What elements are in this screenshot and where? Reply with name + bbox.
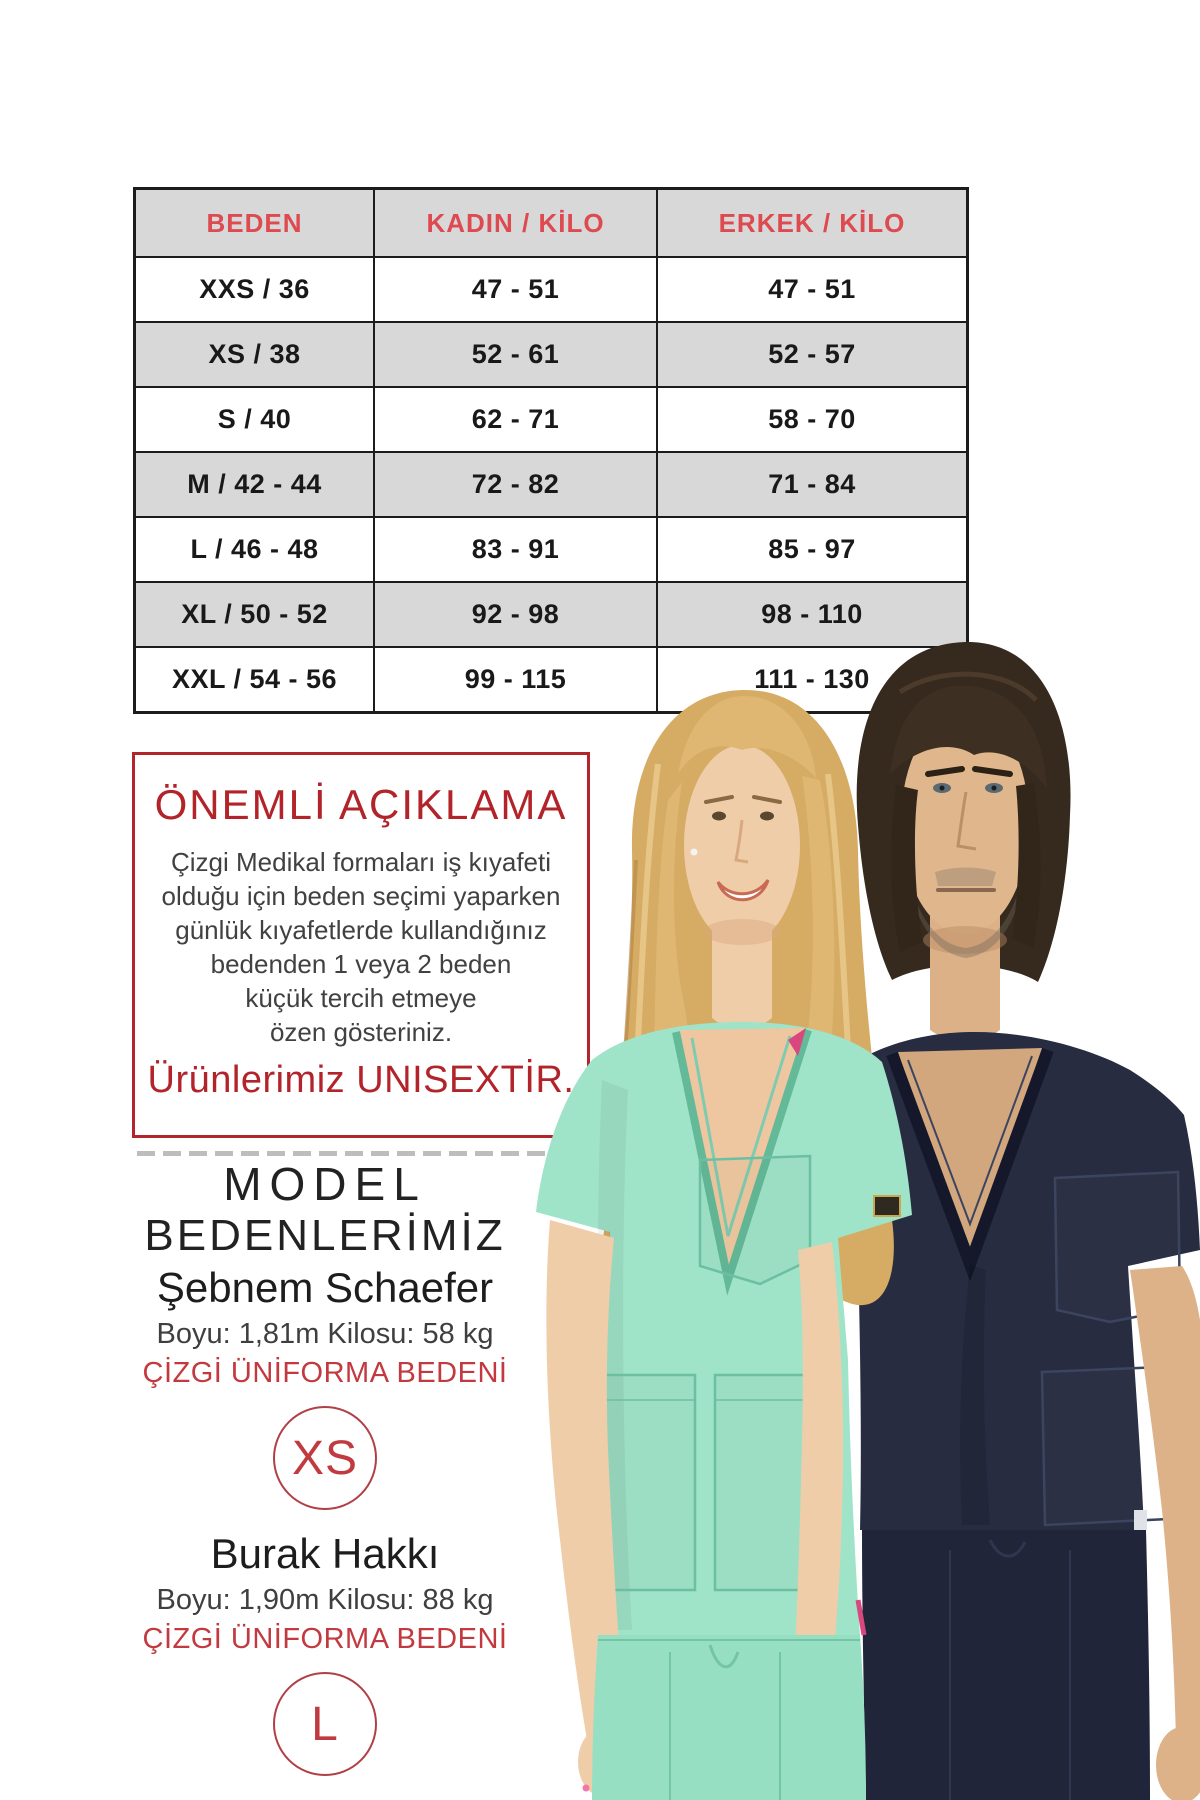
erkek-cell: 58 - 70 <box>656 386 966 451</box>
size-cell: S / 40 <box>136 386 373 451</box>
table-row <box>136 386 966 451</box>
female-model-figure <box>536 690 912 1800</box>
notice-line: özen gösteriniz. <box>269 1017 453 1047</box>
table-header-erkek: ERKEK / KİLO <box>656 190 966 256</box>
male-size-badge <box>273 1672 377 1776</box>
notice-line: Çizgi Medikal formaları iş kıyafeti <box>171 847 551 877</box>
size-cell: XL / 50 - 52 <box>136 581 373 646</box>
erkek-cell: 52 - 57 <box>656 321 966 386</box>
size-cell: L / 46 - 48 <box>136 516 373 581</box>
male-model-stats: Boyu: 1,90m Kilosu: 88 kg <box>156 1584 494 1616</box>
female-model-stats: Boyu: 1,81m Kilosu: 58 kg <box>156 1318 494 1350</box>
unisex-statement: Ürünlerimiz UNISEXTİR. <box>147 1059 575 1101</box>
size-cell: XXS / 36 <box>136 256 373 321</box>
size-cell: M / 42 - 44 <box>136 451 373 516</box>
kadin-cell: 92 - 98 <box>373 581 656 646</box>
male-model-name: Burak Hakkı <box>210 1530 440 1577</box>
notice-line: bedenden 1 veya 2 beden <box>210 949 512 979</box>
kadin-cell: 72 - 82 <box>373 451 656 516</box>
female-size-value: XS <box>291 1431 359 1485</box>
table-row <box>136 256 966 321</box>
table-row <box>136 451 966 516</box>
model-heading-line2: BEDENLERİMİZ <box>144 1211 506 1260</box>
kadin-cell: 47 - 51 <box>373 256 656 321</box>
erkek-cell: 85 - 97 <box>656 516 966 581</box>
notice-line: günlük kıyafetlerde kullandığınız <box>175 915 547 945</box>
female-model-name: Şebnem Schaefer <box>156 1264 494 1311</box>
notice-line: olduğu için beden seçimi yaparken <box>161 881 561 911</box>
table-header-beden: BEDEN <box>206 207 303 238</box>
male-uniform-size-label: ÇİZGİ ÜNİFORMA BEDENİ <box>142 1623 508 1655</box>
table-header-kadin: KADIN / KİLO <box>373 190 656 256</box>
female-size-badge <box>273 1406 377 1510</box>
erkek-cell: 98 - 110 <box>656 581 966 646</box>
model-heading-line1: MODEL <box>223 1158 427 1210</box>
kadin-cell: 99 - 115 <box>373 646 656 711</box>
kadin-cell: 83 - 91 <box>373 516 656 581</box>
male-size-value: L <box>311 1697 339 1751</box>
table-header-row <box>136 190 966 256</box>
notice-title: ÖNEMLİ AÇIKLAMA <box>154 781 568 828</box>
erkek-cell: 71 - 84 <box>656 451 966 516</box>
models-photo <box>430 560 1200 1800</box>
size-cell: XXL / 54 - 56 <box>136 646 373 711</box>
notice-line: küçük tercih etmeye <box>245 983 477 1013</box>
table-row <box>136 321 966 386</box>
erkek-cell: 47 - 51 <box>656 256 966 321</box>
erkek-cell: 111 - 130 <box>656 646 966 711</box>
kadin-cell: 62 - 71 <box>373 386 656 451</box>
male-model-figure <box>850 642 1200 1800</box>
kadin-cell: 52 - 61 <box>373 321 656 386</box>
female-uniform-size-label: ÇİZGİ ÜNİFORMA BEDENİ <box>142 1357 508 1389</box>
size-cell: XS / 38 <box>136 321 373 386</box>
